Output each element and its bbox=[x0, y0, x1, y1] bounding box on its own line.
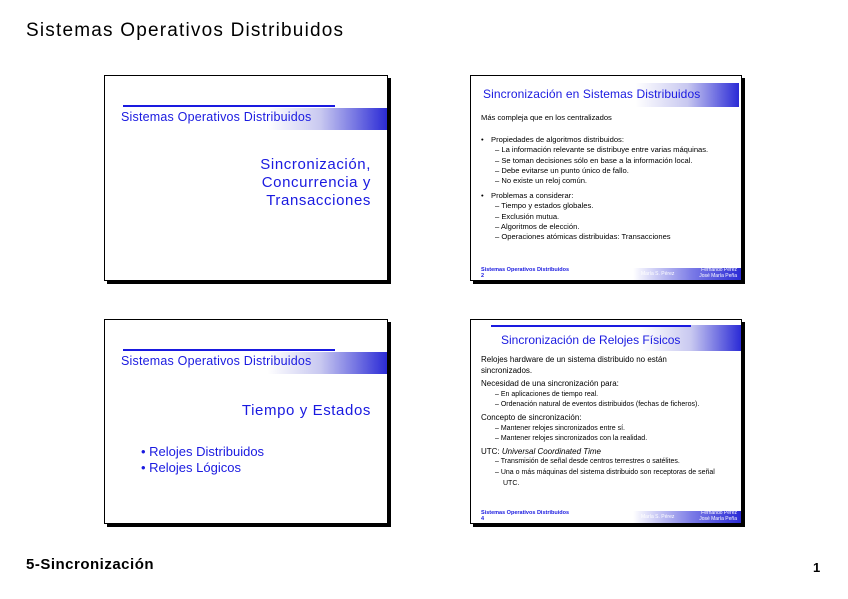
slide-top-line bbox=[123, 105, 335, 107]
sub-item: – Ordenación natural de eventos distribuidos (fechas de ficheros). bbox=[495, 401, 700, 409]
title-line: Sincronización, bbox=[260, 156, 371, 173]
slide-header bbox=[481, 82, 739, 107]
band-text: Sistemas Operativos Distribuidos bbox=[121, 110, 312, 124]
footer-slide-number: 2 bbox=[481, 273, 485, 279]
sub-item: – Tiempo y estados globales. bbox=[495, 201, 594, 211]
bullet-item: • Relojes Lógicos bbox=[141, 460, 241, 475]
sub-item: – No existe un reloj común. bbox=[495, 176, 588, 186]
title-line: Transacciones bbox=[266, 192, 371, 209]
sub-item: – Algoritmos de elección. bbox=[495, 221, 580, 231]
slide-2 bbox=[470, 75, 742, 281]
footer-course: Sistemas Operativos Distribuidos bbox=[481, 267, 570, 273]
slide-title: Tiempo y Estados bbox=[241, 402, 371, 419]
paragraph: Concepto de sincronización: bbox=[481, 412, 582, 422]
sub-item: – La información relevante se distribuye entre varias máquinas. bbox=[495, 145, 709, 155]
footer-author: María S. Pérez bbox=[641, 271, 675, 277]
slide-header bbox=[491, 325, 741, 351]
bullet: • Problemas a considerar: bbox=[481, 191, 574, 201]
paragraph: UTC: Universal Coordinated Time bbox=[481, 446, 601, 456]
slide-3 bbox=[104, 319, 388, 524]
intro-text: Más compleja que en los centralizados bbox=[481, 113, 612, 122]
sub-item: – Mantener relojes sincronizados con la realidad. bbox=[495, 435, 648, 443]
footer-author: Fernando Pérez bbox=[701, 510, 737, 516]
slide-body bbox=[481, 355, 735, 489]
bullet: • Propiedades de algoritmos distribuidos: bbox=[481, 135, 624, 145]
sub-item: – Operaciones atómicas distribuidas: Transacciones bbox=[495, 232, 671, 242]
sub-item: – Exclusión mutua. bbox=[495, 211, 560, 221]
sub-item: – Debe evitarse un punto único de fallo. bbox=[495, 165, 629, 175]
slide-band bbox=[121, 108, 387, 130]
page-title: Sistemas Operativos Distribuidos bbox=[26, 20, 345, 41]
footer-course: Sistemas Operativos Distribuidos bbox=[481, 510, 570, 516]
sub-item: – Una o más máquinas del sistema distribuido son receptoras de señal bbox=[495, 468, 715, 476]
slide-4 bbox=[470, 319, 742, 524]
band-text: Sistemas Operativos Distribuidos bbox=[121, 354, 312, 368]
slide-bullets bbox=[141, 444, 264, 476]
sub-item: – En aplicaciones de tiempo real. bbox=[495, 390, 599, 398]
footer-author: José María Peña bbox=[699, 273, 737, 279]
slide-band bbox=[121, 352, 387, 374]
slide-body bbox=[481, 113, 735, 242]
slide-header-text: Sincronización de Relojes Físicos bbox=[501, 333, 681, 347]
footer-author: María S. Pérez bbox=[641, 514, 675, 520]
slide-top-line bbox=[491, 325, 691, 327]
paragraph: sincronizados. bbox=[481, 365, 533, 375]
footer-author: José María Peña bbox=[699, 516, 737, 522]
slide-1 bbox=[104, 75, 388, 281]
slide-footer bbox=[481, 267, 739, 278]
page-footer-title: 5-Sincronización bbox=[26, 556, 155, 573]
paragraph: Necesidad de una sincronización para: bbox=[481, 379, 619, 389]
sub-item: – Se toman decisiones sólo en base a la información local. bbox=[495, 155, 693, 165]
slide-top-line bbox=[123, 349, 335, 351]
sub-item: – Mantener relojes sincronizados entre sí. bbox=[495, 424, 625, 432]
page-number: 1 bbox=[813, 560, 821, 575]
footer-author: Fernando Pérez bbox=[701, 267, 737, 273]
slide-footer bbox=[481, 510, 739, 521]
footer-slide-number: 4 bbox=[481, 516, 485, 522]
title-line: Concurrencia y bbox=[261, 174, 371, 191]
sub-item-continuation: UTC. bbox=[503, 479, 520, 487]
bullet-item: • Relojes Distribuidos bbox=[141, 444, 265, 459]
paragraph: Relojes hardware de un sistema distribuido no están bbox=[481, 355, 667, 364]
slide-title bbox=[260, 156, 371, 210]
slide-header-text: Sincronización en Sistemas Distribuidos bbox=[483, 87, 701, 101]
sub-item: – Transmisión de señal desde centros terrestres o satélites. bbox=[495, 458, 680, 466]
